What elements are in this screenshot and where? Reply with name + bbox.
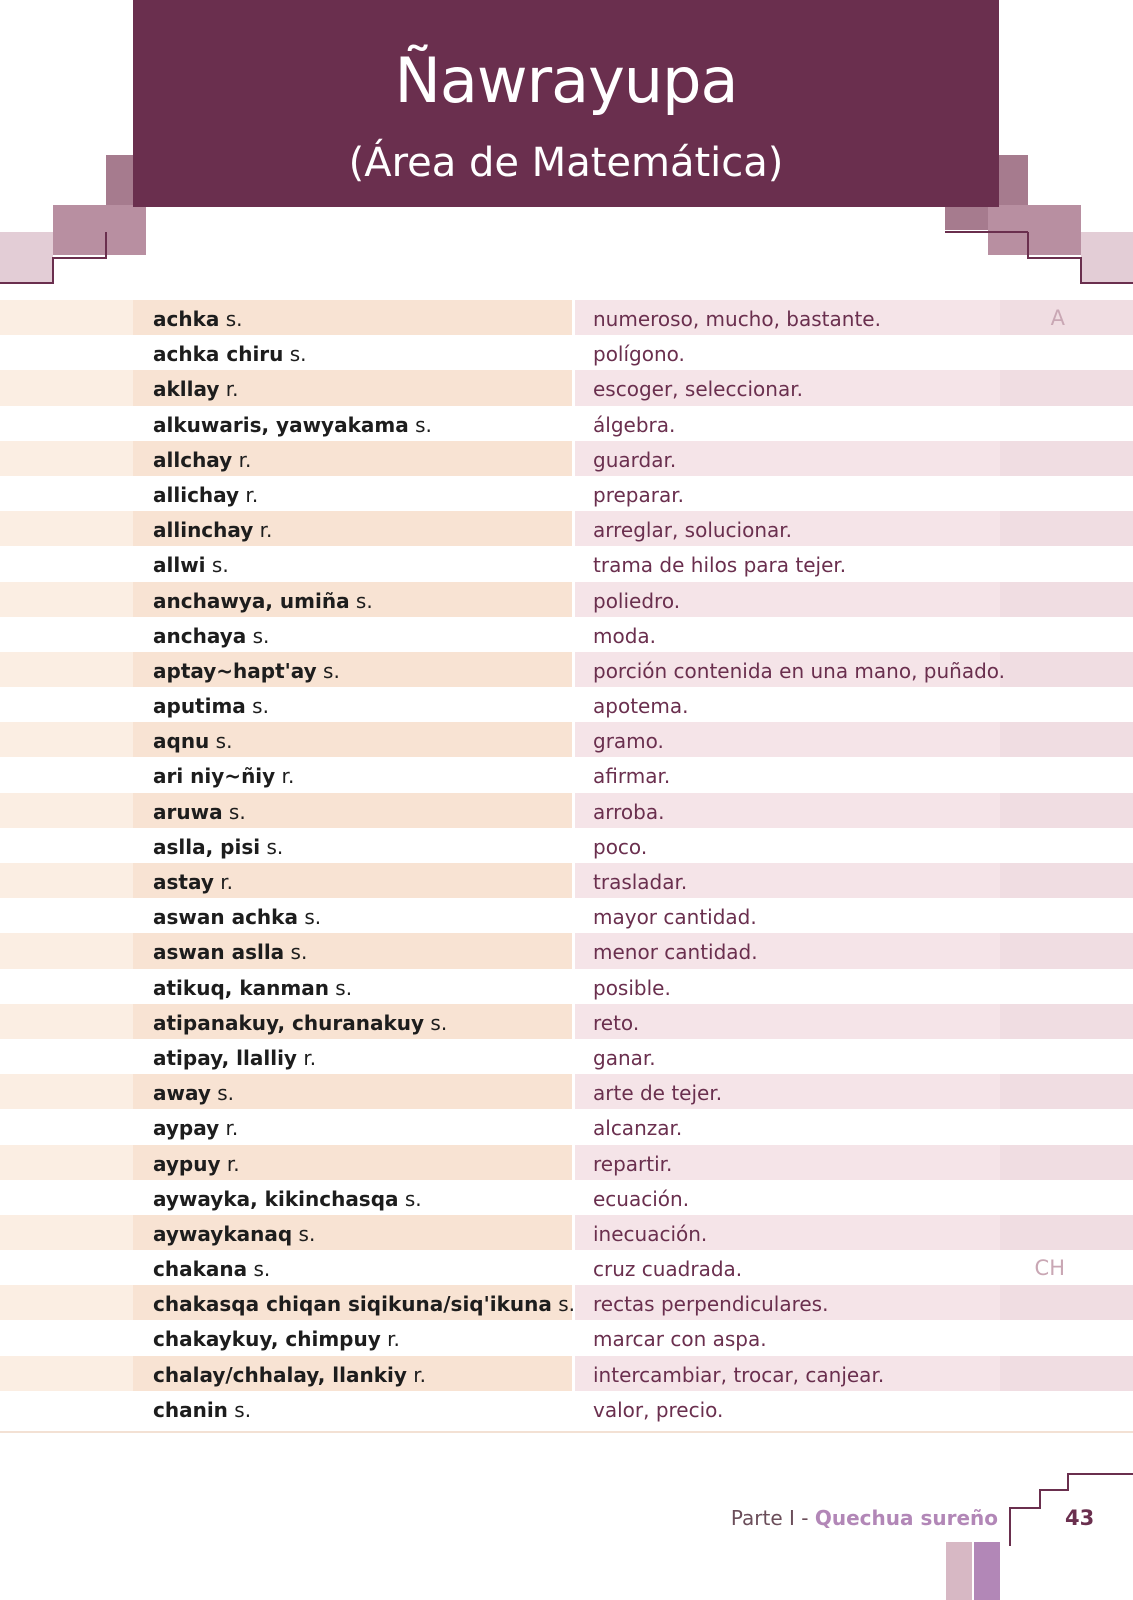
definition: guardar. [593,447,677,472]
definition: trasladar. [593,870,688,894]
glossary-row [0,370,1133,405]
term-word: aswan achka [153,905,298,930]
part-of-speech: r. [275,764,295,789]
definition: menor cantidad. [593,940,758,965]
term-word: chakaykuy, chimpuy [153,1327,381,1352]
part-of-speech: s. [245,694,269,719]
term-word: away [153,1081,211,1106]
definition: inecuación. [593,1221,708,1246]
term-word: aywaykanaq [153,1221,293,1246]
glossary-table [0,300,1133,1426]
term [153,342,307,366]
glossary-row [0,969,1133,1004]
part-of-speech: s. [284,940,308,965]
glossary-row [0,687,1133,722]
term-word: allichay [153,482,240,507]
term-word: aywayka, kikinchasqa [153,1186,399,1211]
glossary-row [0,722,1133,757]
term [153,1222,315,1246]
glossary-row [0,511,1133,546]
term [153,1046,316,1070]
definition: repartir. [593,1151,673,1176]
term [153,870,233,894]
term [153,729,232,753]
definition: arte de tejer. [593,1081,723,1106]
definition: porción contenida en una mano, puñado. [593,658,1006,683]
footer-part-prefix: Parte I - [730,1506,815,1530]
term-word: akllay [153,377,220,402]
term-word: allwi [153,553,206,578]
part-of-speech: r. [253,518,273,543]
glossary-row [0,1180,1133,1215]
definition: ecuación. [593,1186,690,1211]
term-word: atikuq, kanman [153,975,329,1000]
glossary-row [0,898,1133,933]
definition: mayor cantidad. [593,905,757,930]
table-bottom-divider [0,1431,1133,1433]
glossary-row [0,1285,1133,1320]
definition: preparar. [593,482,684,507]
term [153,1292,575,1316]
term-word: atipay, llalliy [153,1045,297,1070]
definition: ganar. [593,1045,656,1070]
definition: reto. [593,1010,640,1035]
definition: alcanzar. [593,1116,683,1141]
term [153,377,239,401]
page-number: 43 [1065,1506,1095,1530]
part-of-speech: s. [292,1221,316,1246]
page-title: Ñawrayupa [394,44,738,117]
glossary-row [0,406,1133,441]
definition: polígono. [593,342,685,367]
definition: intercambiar, trocar, canjear. [593,1362,885,1387]
term-word: aswan aslla [153,940,285,965]
term-word: chakasqa chiqan siqikuna/siq'ikuna [153,1292,552,1317]
part-of-speech: s. [408,412,432,437]
definition: poco. [593,834,648,859]
glossary-row [0,1004,1133,1039]
part-of-speech: r. [239,482,259,507]
term-word: anchaya [153,623,247,648]
term-word: achka [153,307,220,331]
term-word: aypay [153,1116,220,1141]
term [153,940,307,964]
term-word: anchawya, umiña [153,588,350,613]
glossary-row [0,1215,1133,1250]
part-of-speech: s. [222,799,246,824]
alphabet-letter-marker: A [1050,306,1065,330]
glossary-row [0,828,1133,863]
term-word: allinchay [153,518,254,543]
definition: numeroso, mucho, bastante. [593,307,881,331]
glossary-row [0,1074,1133,1109]
term [153,1327,400,1351]
glossary-row [0,617,1133,652]
part-of-speech: s. [328,975,353,1000]
definition: marcar con aspa. [593,1327,767,1352]
glossary-row [0,1391,1133,1426]
term-word: astay [153,870,214,894]
part-of-speech: r. [219,377,239,402]
glossary-row [0,441,1133,476]
term-word: allchay [153,447,233,472]
part-of-speech: s. [205,553,229,578]
part-of-speech: s. [247,1257,271,1282]
term-word: aruwa [153,799,223,824]
part-of-speech: s. [246,623,270,648]
term [153,1081,234,1105]
footer-step-decoration [0,1460,1133,1600]
term [153,1398,251,1422]
term [153,1363,426,1387]
footer-part-label [731,1506,998,1530]
part-of-speech: r. [220,1151,240,1176]
term [153,307,243,331]
term [153,694,269,718]
alphabet-letter-marker: CH [1034,1256,1065,1281]
part-of-speech: s. [551,1292,576,1317]
part-of-speech: s. [260,834,284,859]
part-of-speech: r. [380,1327,400,1352]
definition: valor, precio. [593,1397,724,1422]
glossary-row [0,335,1133,370]
definition: moda. [593,623,657,648]
glossary-row [0,546,1133,581]
glossary-row [0,793,1133,828]
glossary-row [0,1356,1133,1391]
part-of-speech: r. [406,1362,427,1387]
part-of-speech: s. [210,1081,235,1106]
term [153,800,246,824]
glossary-row [0,1320,1133,1355]
term-word: achka chiru [153,342,284,367]
term [153,483,258,507]
term [153,448,251,472]
definition: arroba. [593,799,665,824]
page-header [133,0,999,207]
glossary-row [0,1145,1133,1180]
definition: poliedro. [593,588,681,613]
footer-part-name: Quechua sureño [814,1506,998,1530]
term-word: atipanakuy, churanakuy [153,1010,425,1035]
glossary-row [0,757,1133,792]
definition: rectas perpendiculares. [593,1292,829,1317]
definition: gramo. [593,729,664,754]
glossary-row [0,863,1133,898]
glossary-row [0,300,1133,335]
part-of-speech: s. [424,1010,448,1035]
glossary-row [0,476,1133,511]
definition: arreglar, solucionar. [593,518,793,543]
part-of-speech: r. [296,1045,317,1070]
term-word: chalay/chhalay, llankiy [153,1362,407,1387]
term [153,1187,422,1211]
definition: cruz cuadrada. [593,1257,743,1282]
term [153,1152,240,1176]
term [153,553,229,577]
part-of-speech: s. [227,1397,252,1422]
term [153,835,283,859]
part-of-speech: s. [297,905,322,930]
term [153,589,373,613]
term [153,624,269,648]
part-of-speech: s. [316,658,340,683]
definition: posible. [593,975,671,1000]
definition: afirmar. [593,764,671,789]
term [153,905,321,929]
term-word: aypuy [153,1151,221,1176]
part-of-speech: r. [219,1116,239,1141]
glossary-row [0,1250,1133,1285]
part-of-speech: s. [219,307,243,331]
definition: apotema. [593,694,689,719]
term [153,764,294,788]
glossary-row [0,582,1133,617]
definition: álgebra. [593,412,676,437]
term-word: aslla, pisi [153,834,261,859]
glossary-row [0,1109,1133,1144]
term-word: aputima [153,694,246,719]
term-word: alkuwaris, yawyakama [153,412,409,437]
term-word: aqnu [153,729,210,754]
part-of-speech: r. [232,447,252,472]
term [153,1257,270,1281]
part-of-speech: s. [398,1186,422,1211]
glossary-row [0,1039,1133,1074]
term [153,659,340,683]
glossary-row [0,933,1133,968]
term-word: chakana [153,1257,248,1282]
part-of-speech: s. [349,588,373,613]
term-word: ari niy~ñiy [153,764,276,789]
term-word: aptay~hapt'ay [153,658,317,683]
definition: escoger, seleccionar. [593,377,803,402]
term-word: chanin [153,1397,228,1422]
part-of-speech: r. [213,870,233,894]
glossary-row [0,652,1133,687]
term [153,413,432,437]
term [153,976,352,1000]
part-of-speech: s. [283,342,307,367]
term [153,1011,447,1035]
definition: trama de hilos para tejer. [593,553,847,578]
page-subtitle: (Área de Matemática) [348,140,784,186]
part-of-speech: s. [209,729,233,754]
term [153,1116,238,1140]
term [153,518,272,542]
